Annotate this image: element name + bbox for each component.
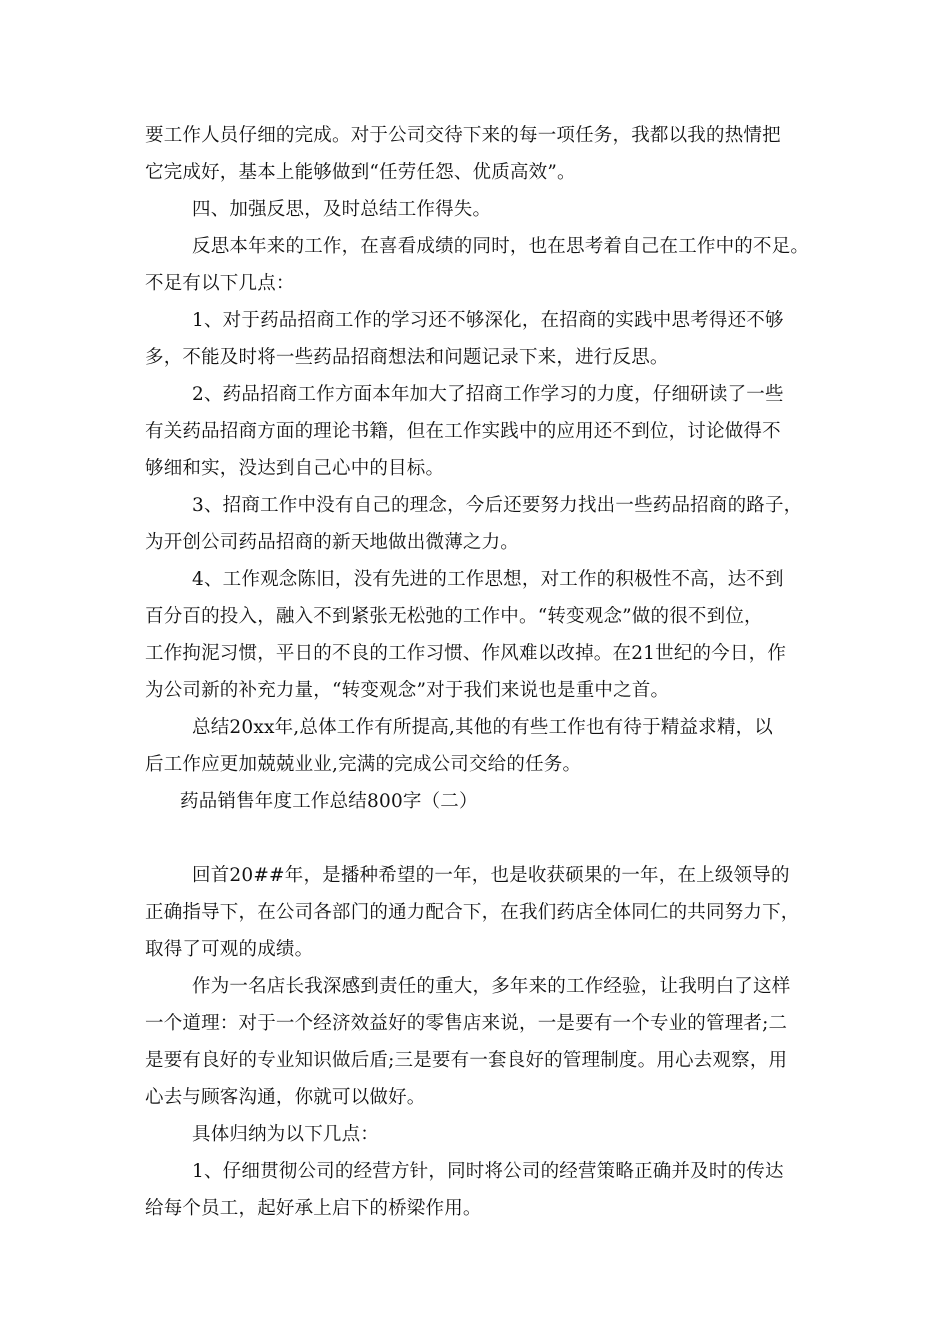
text-line: 工作拘泥习惯，平日的不良的工作习惯、作风难以改掉。在21世纪的今日，作 [145, 643, 787, 664]
text-line: 总结20xx年,总体工作有所提高,其他的有些工作也有待于精益求精，以 [192, 717, 773, 738]
text-line: 回首20##年，是播种希望的一年，也是收获硕果的一年，在上级领导的 [192, 865, 790, 886]
text-line: 是要有良好的专业知识做后盾;三是要有一套良好的管理制度。用心去观察，用 [145, 1050, 788, 1071]
section-heading: 四、加强反思，及时总结工作得失。 [192, 199, 492, 220]
text-line: 有关药品招商方面的理论书籍，但在工作实践中的应用还不到位，讨论做得不 [145, 421, 781, 442]
list-item: 1、对于药品招商工作的学习还不够深化，在招商的实践中思考得还不够 [192, 310, 784, 331]
text-line: 百分百的投入，融入不到紧张无松弛的工作中。“转变观念”做的很不到位， [145, 606, 763, 627]
text-line: 心去与顾客沟通，你就可以做好。 [145, 1087, 426, 1108]
text-line: 反思本年来的工作，在喜看成绩的同时，也在思考着自己在工作中的不足。 [192, 236, 810, 257]
text-line: 给每个员工，起好承上启下的桥梁作用。 [145, 1198, 482, 1219]
text-line: 取得了可观的成绩。 [145, 939, 314, 960]
text-line: 多，不能及时将一些药品招商想法和问题记录下来，进行反思。 [145, 347, 669, 368]
text-line: 不足有以下几点： [145, 273, 295, 294]
text-line: 够细和实，没达到自己心中的目标。 [145, 458, 445, 479]
document-heading: 药品销售年度工作总结800字（二） [180, 791, 478, 812]
text-line: 为公司新的补充力量，“转变观念”对于我们来说也是重中之首。 [145, 680, 670, 701]
text-line: 它完成好，基本上能够做到“任劳任怨、优质高效”。 [145, 162, 576, 183]
list-item: 2、药品招商工作方面本年加大了招商工作学习的力度，仔细研读了一些 [192, 384, 784, 405]
list-item: 3、招商工作中没有自己的理念，今后还要努力找出一些药品招商的路子， [192, 495, 803, 516]
list-item: 4、工作观念陈旧，没有先进的工作思想，对工作的积极性不高，达不到 [192, 569, 784, 590]
text-line: 后工作应更加兢兢业业,完满的完成公司交给的任务。 [145, 754, 582, 775]
text-line: 一个道理：对于一个经济效益好的零售店来说，一是要有一个专业的管理者;二 [145, 1013, 788, 1034]
list-item: 1、仔细贯彻公司的经营方针，同时将公司的经营策略正确并及时的传达 [192, 1161, 784, 1182]
text-line: 正确指导下，在公司各部门的通力配合下，在我们药店全体同仁的共同努力下， [145, 902, 800, 923]
text-line: 作为一名店长我深感到责任的重大，多年来的工作经验，让我明白了这样 [192, 976, 791, 997]
text-line: 具体归纳为以下几点： [192, 1124, 380, 1145]
text-line: 要工作人员仔细的完成。对于公司交待下来的每一项任务，我都以我的热情把 [145, 125, 781, 146]
text-line: 为开创公司药品招商的新天地做出微薄之力。 [145, 532, 520, 553]
